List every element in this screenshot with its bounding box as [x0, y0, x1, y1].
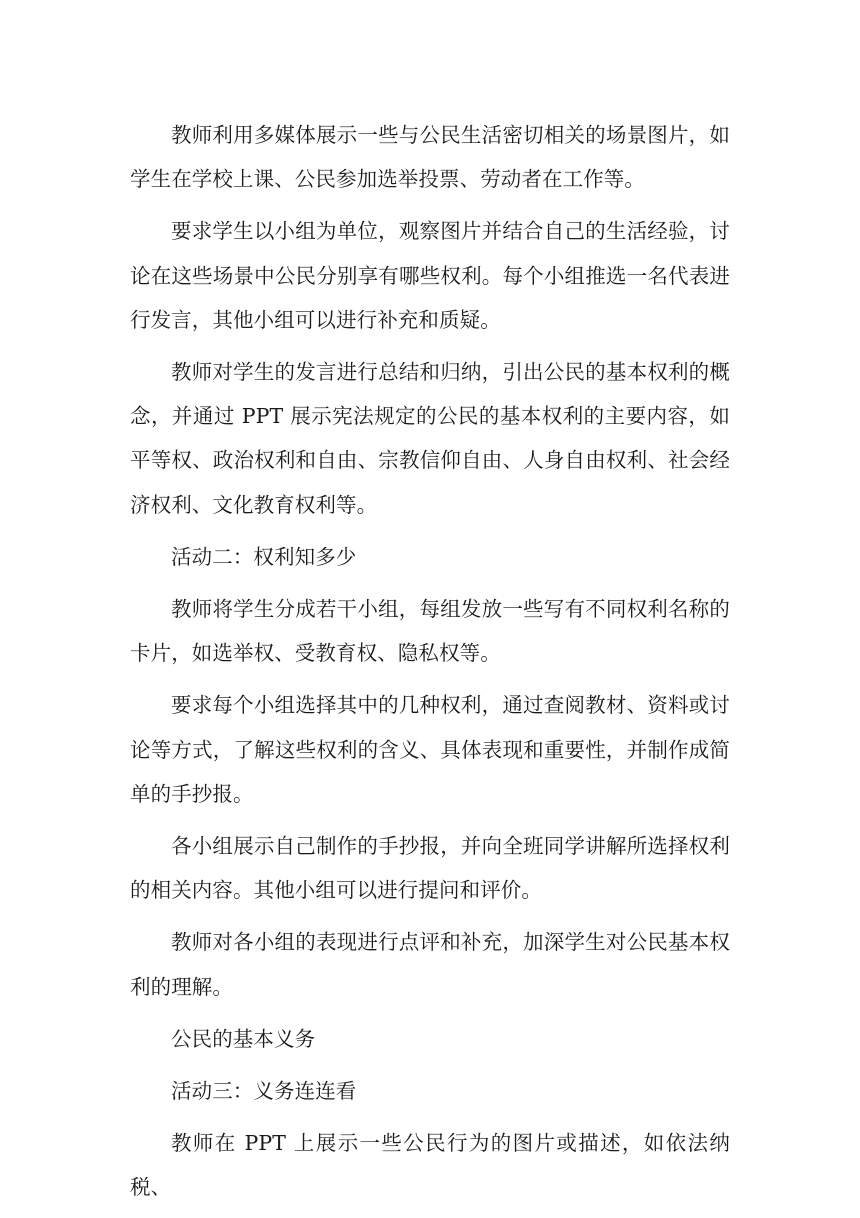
paragraph-group-discussion: 要求学生以小组为单位，观察图片并结合自己的生活经验，讨论在这些场景中公民分别享有哪些权利。每个小组推选一名代表进行发言，其他小组可以进行补充和质疑。: [130, 219, 730, 332]
heading-activity-two: 活动二：权利知多少: [171, 544, 357, 569]
paragraph-group-presentation: 各小组展示自己制作的手抄报，并向全班同学讲解所选择权利的相关内容。其他小组可以进行提问和评价。: [130, 834, 730, 903]
heading-activity-three: 活动三：义务连连看: [171, 1079, 357, 1104]
paragraph-rights-cards: 教师将学生分成若干小组，每组发放一些写有不同权利名称的卡片，如选举权、受教育权、隐私权等。: [130, 597, 730, 666]
heading-basic-duties: 公民的基本义务: [171, 1026, 316, 1051]
paragraph-teacher-summary: 教师对学生的发言进行总结和归纳，引出公民的基本权利的概念，并通过 PPT 展示宪法规定的公民的基本权利的主要内容，如平等权、政治权利和自由、宗教信仰自由、人身自由权利、社会经济权利、文化教育权利等。: [130, 360, 730, 517]
paragraph-citizen-behaviors: 教师在 PPT 上展示一些公民行为的图片或描述，如依法纳税、: [130, 1131, 730, 1200]
paragraph-teacher-review: 教师对各小组的表现进行点评和补充，加深学生对公民基本权利的理解。: [130, 930, 730, 999]
document-body: [130, 113, 730, 1218]
paragraph-scene-images: 教师利用多媒体展示一些与公民生活密切相关的场景图片，如学生在学校上课、公民参加选举投票、劳动者在工作等。: [130, 123, 730, 192]
paragraph-handwritten-poster: 要求每个小组选择其中的几种权利，通过查阅教材、资料或讨论等方式，了解这些权利的含义、具体表现和重要性，并制作成简单的手抄报。: [130, 693, 730, 806]
